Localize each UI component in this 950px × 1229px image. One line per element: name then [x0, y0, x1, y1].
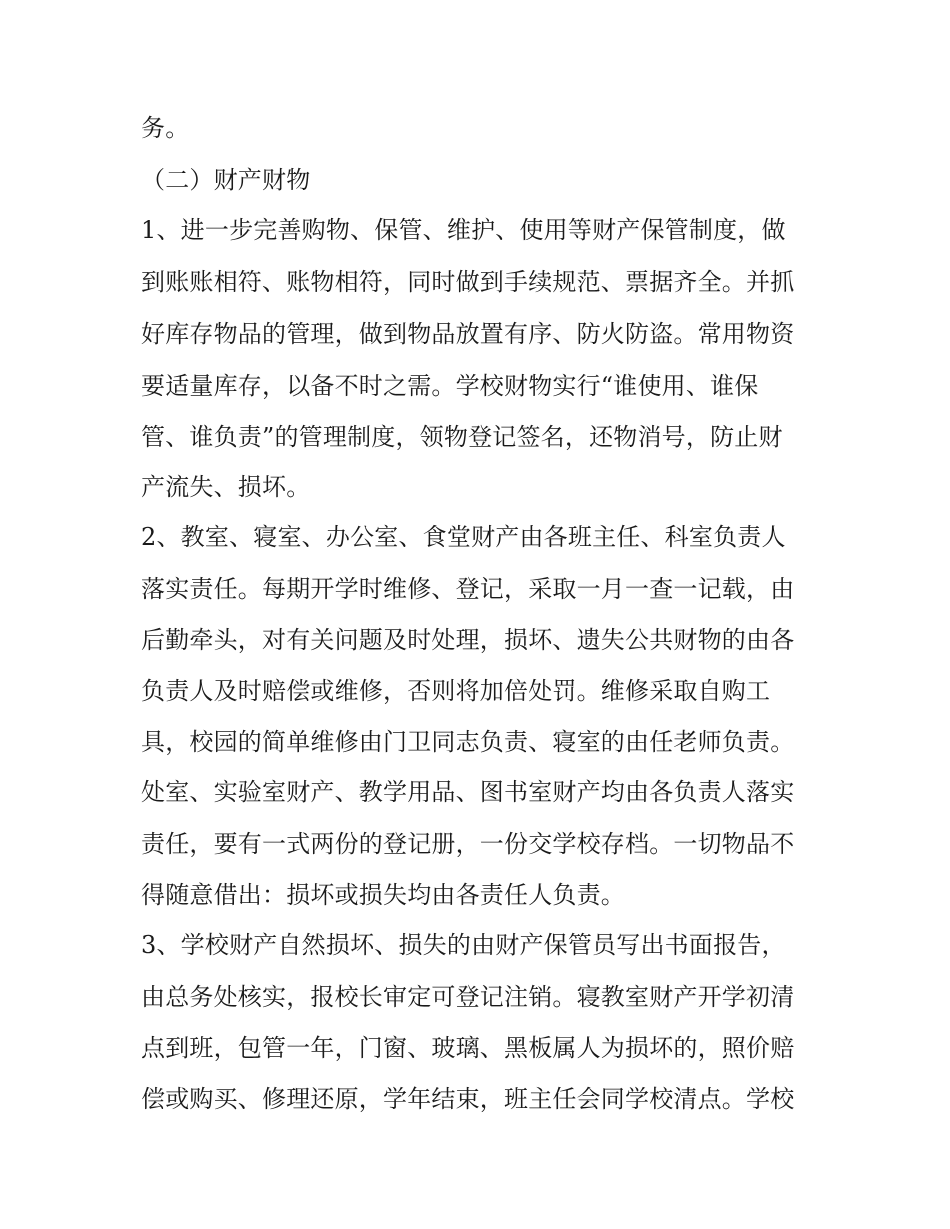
text-line: 具，校园的简单维修由门卫同志负责、寝室的由任老师负责。 [141, 728, 795, 756]
text-line: 1、进一步完善购物、保管、维护、使用等财产保管制度，做 [141, 216, 786, 244]
text-line: 到账账相符、账物相符，同时做到手续规范、票据齐全。并抓 [141, 268, 795, 296]
text-line: 管、谁负责”的管理制度，领物登记签名，还物消号，防止财 [141, 423, 783, 451]
text-line: 处室、实验室财产、教学用品、图书室财产均由各负责人落实 [141, 778, 795, 806]
text-line: 责任，要有一式两份的登记册，一份交学校存档。一切物品不 [141, 830, 795, 858]
text-line: 得随意借出：损坏或损失均由各责任人负责。 [141, 881, 625, 909]
text-line: 后勤牵头，对有关问题及时处理，损坏、遗失公共财物的由各 [141, 626, 795, 654]
text-line: 3、学校财产自然损坏、损失的由财产保管员写出书面报告， [141, 931, 786, 959]
text-line: 2、教室、寝室、办公室、食堂财产由各班主任、科室负责人 [141, 523, 786, 551]
text-line: 产流失、损坏。 [141, 473, 311, 501]
text-line: 要适量库存，以备不时之需。学校财物实行“谁使用、谁保 [141, 372, 759, 400]
text-line: 务。 [141, 114, 190, 142]
text-line: 落实责任。每期开学时维修、登记，采取一月一查一记载，由 [141, 575, 795, 603]
section-heading: （二）财产财物 [141, 166, 311, 194]
text-line: 由总务处核实，报校长审定可登记注销。寝教室财产开学初清 [141, 983, 795, 1011]
text-line: 点到班，包管一年，门窗、玻璃、黑板属人为损坏的，照价赔 [141, 1034, 795, 1062]
text-line: 偿或购买、修理还原，学年结束，班主任会同学校清点。学校 [141, 1085, 795, 1113]
text-line: 负责人及时赔偿或维修，否则将加倍处罚。维修采取自购工 [141, 677, 771, 705]
text-line: 好库存物品的管理，做到物品放置有序、防火防盗。常用物资 [141, 320, 795, 348]
